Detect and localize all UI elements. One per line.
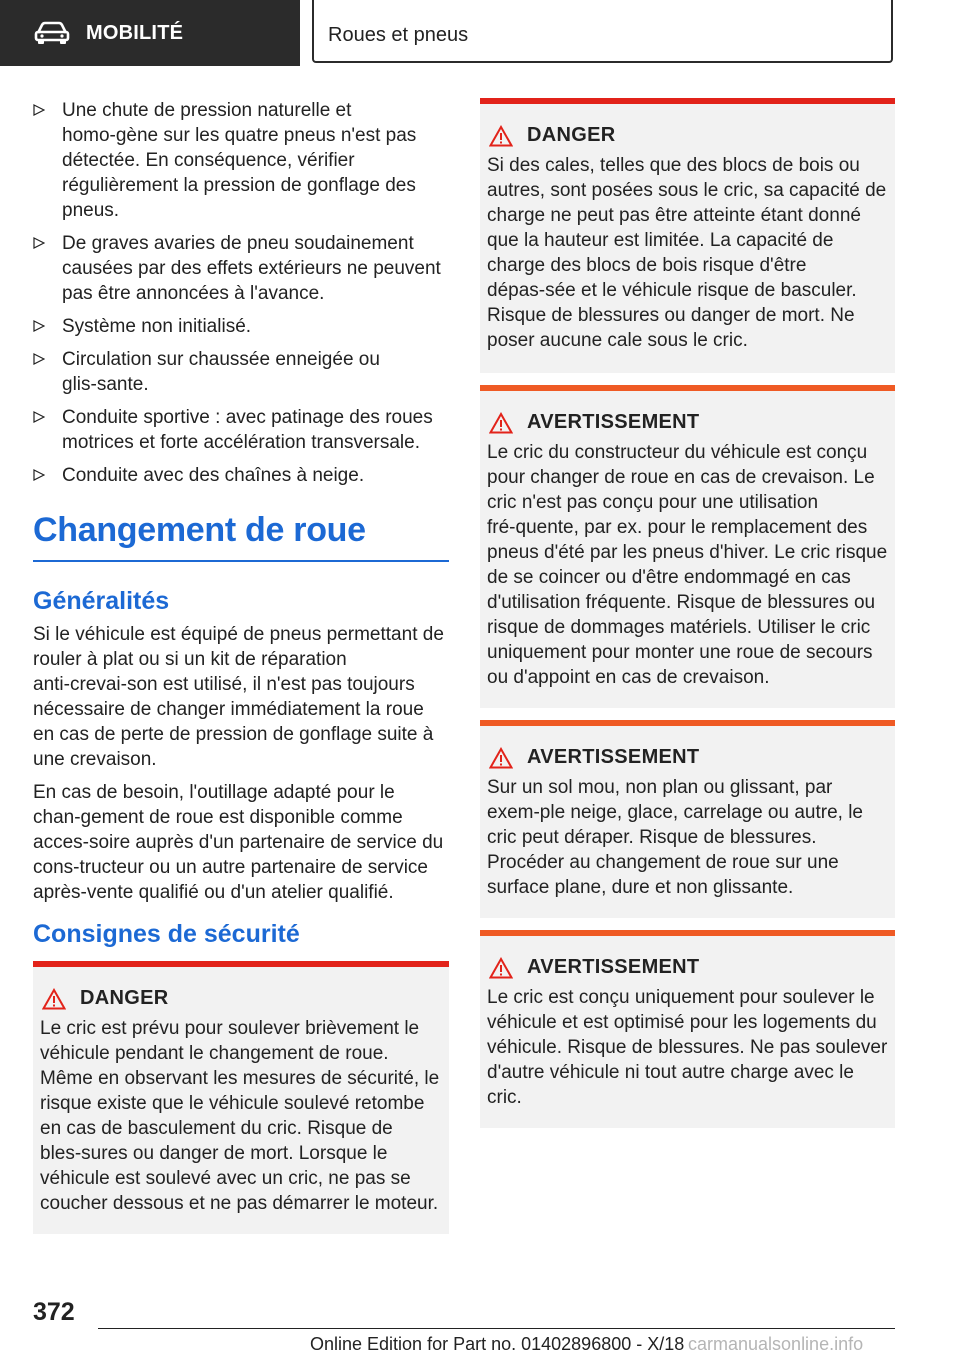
warning-level: AVERTISSEMENT <box>527 956 700 978</box>
warning-text: Le cric est conçu uniquement pour soulever le véhicule et est optimisé pour les logements du véhicule. Risque de blessures. Ne pas soulever d'autre véhicule ni tout autre charge avec le cric. <box>487 987 888 1108</box>
safety-title: Consignes de sécurité <box>33 920 300 948</box>
danger-box <box>33 961 449 1234</box>
list-item-text: Système non initialisé. <box>62 316 252 337</box>
list-item <box>33 98 449 223</box>
list-item-text: Une chute de pression naturelle et homo‑gène sur les quatre pneus n'est pas détectée. En conséquence, vérifier régulièrement la pression de gonflage des pneus. <box>62 100 417 221</box>
warning-level: DANGER <box>527 124 616 146</box>
list-item-text: De graves avaries de pneu soudainement causées par des effets extérieurs ne peuvent pas être annoncées à l'avance. <box>62 233 441 304</box>
triangle-bullet-icon <box>33 320 45 332</box>
car-icon <box>34 21 70 45</box>
warning-text: Si des cales, telles que des blocs de bois ou autres, sont posées sous le cric, sa capacité de charge ne peut pas être atteinte étant donné que la hauteur est limitée. La capacité de charge des blocs de bois risque d'être dépas‑sée et le véhicule risque de basculer. Risque de blessures ou danger de mort. Ne poser aucune cale sous le cric. <box>487 155 887 351</box>
list-item <box>33 347 449 397</box>
warning-box <box>480 385 895 708</box>
section-title: Changement de roue <box>33 510 449 562</box>
page-number: 372 <box>33 1298 75 1326</box>
left-column <box>33 98 449 1234</box>
warning-text: Le cric est prévu pour soulever brièvement le véhicule pendant le changement de roue. Même en observant les mesures de sécurité, le risque existe que le véhicule soulevé retombe en cas de basculement du cric. Risque de bles‑sures ou danger de mort. Lorsque le véhicule est soulevé avec un cric, ne pas se coucher dessous et ne pas démarrer le moteur. <box>40 1018 440 1214</box>
section-tab <box>0 0 300 66</box>
general-paragraph: En cas de besoin, l'outillage adapté pour le chan‑gement de roue est disponible comme acces‑soire auprès d'un partenaire de service du cons‑tructeur ou un autre partenaire de service après‑vente qualifié ou d'un atelier qualifié. <box>33 782 444 903</box>
chapter-title: Roues et pneus <box>328 24 469 46</box>
list-item <box>33 231 449 306</box>
warning-text: Le cric du constructeur du véhicule est conçu pour changer de roue en cas de crevaison. Le cric n'est pas conçu pour une utilisation fré‑quente, par ex. pour le remplacement des pneus d'été par les pneus d'hiver. Le cric risque de se coincer ou d'être endommagé en cas d'utilisation fréquente. Risque de blessures ou risque de dommages matériels. Utiliser le cric uniquement pour monter une roue de secours ou d'appoint en cas de crevaison. <box>487 442 888 688</box>
triangle-bullet-icon <box>33 411 45 423</box>
chapter-tab <box>312 0 893 63</box>
page-footer <box>0 1296 960 1362</box>
list-item <box>33 463 449 488</box>
general-paragraph: Si le véhicule est équipé de pneus permettant de rouler à plat ou si un kit de réparation anti‑crevai‑son est utilisé, il n'est pas toujours nécessaire de changer immédiatement la roue en cas de perte de pression de gonflage suite à une crevaison. <box>33 624 444 770</box>
warning-box <box>480 720 895 918</box>
warning-level: AVERTISSEMENT <box>527 746 700 768</box>
warning-text: Sur un sol mou, non plan ou glissant, par exem‑ple neige, glace, carrelage ou autre, le cric peut déraper. Risque de blessures. Procéder au changement de roue sur une surface plane, dure et non glissante. <box>487 777 864 898</box>
warning-triangle-icon <box>489 125 513 147</box>
danger-box <box>480 98 895 373</box>
page-header <box>0 0 960 66</box>
right-column <box>480 98 895 1140</box>
warning-level: DANGER <box>80 987 169 1009</box>
general-title: Généralités <box>33 587 170 615</box>
watermark: carmanualsonline.info <box>688 1334 864 1354</box>
footer-divider <box>98 1328 895 1329</box>
triangle-bullet-icon <box>33 469 45 481</box>
list-item-text: Circulation sur chaussée enneigée ou glis‑sante. <box>62 349 380 395</box>
edition-text: Online Edition for Part no. 01402896800 - X/18 <box>310 1334 685 1354</box>
list-item-text: Conduite avec des chaînes à neige. <box>62 465 365 486</box>
warning-level: AVERTISSEMENT <box>527 411 700 433</box>
warning-triangle-icon <box>489 747 513 769</box>
triangle-bullet-icon <box>33 237 45 249</box>
list-item <box>33 314 449 339</box>
section-label: MOBILITÉ <box>86 21 184 44</box>
triangle-bullet-icon <box>33 104 45 116</box>
warning-triangle-icon <box>489 957 513 979</box>
list-item-text: Conduite sportive : avec patinage des roues motrices et forte accélération transversale. <box>62 407 433 453</box>
bullet-list <box>33 98 449 488</box>
triangle-bullet-icon <box>33 353 45 365</box>
warning-triangle-icon <box>489 412 513 434</box>
warning-triangle-icon <box>42 988 66 1010</box>
warning-box <box>480 930 895 1128</box>
list-item <box>33 405 449 455</box>
